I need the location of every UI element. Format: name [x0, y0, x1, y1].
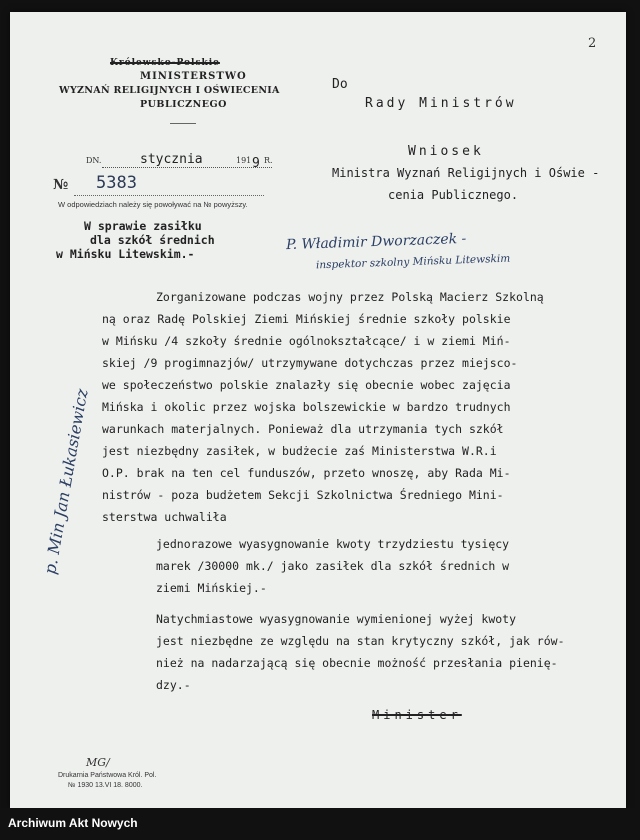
body-line: Mińska i okolic przez wojska bolszewickie w bardzo trudnych	[102, 400, 511, 414]
body-line: Natychmiastowe wyasygnowanie wymienionej wyżej kwoty	[156, 612, 517, 626]
subject-line-1: W sprawie zasiłku	[84, 219, 202, 233]
body-line: ziemi Mińskiej.-	[156, 581, 267, 595]
subject-line-2: dla szkół średnich	[90, 233, 215, 247]
archive-footer	[0, 808, 640, 840]
letterhead-rule	[170, 123, 196, 124]
body-line: O.P. brak na ten cel funduszów, przeto wnoszę, aby Rada Mi-	[102, 466, 511, 480]
body-line: jest niezbędne ze względu na stan krytyczny szkół, jak rów-	[156, 634, 565, 648]
body-line: ną oraz Radę Polskiej Ziemi Mińskiej średnie szkoły polskie	[102, 312, 511, 326]
date-dn-label: DN.	[86, 156, 102, 165]
letterhead-public: PUBLICZNEGO	[140, 99, 227, 110]
subject-line-3: w Mińsku Litewskim.-	[56, 247, 195, 261]
number-value: 5383	[96, 173, 137, 193]
body-line: dzy.-	[156, 678, 191, 692]
reference-note: W odpowiedziach należy się powoływać na № powyższy.	[58, 200, 248, 209]
body-line: nież na nadarzającą się obecnie możność przesłania pienię-	[156, 656, 558, 670]
body-line: w Mińsku /4 szkoły średnie ogólnokształcące/ i w ziemi Miń-	[102, 334, 511, 348]
title-line-1: Ministra Wyznań Religijnych i Oświe -	[332, 166, 600, 180]
letterhead-ministry: MINISTERSTWO	[140, 71, 247, 82]
body-line: jest niezbędny zasiłek, w budżecie zaś Ministerstwa W.R.i	[102, 444, 497, 458]
letterhead-kingdom: Królewsko-Polskie	[110, 58, 220, 68]
date-month: stycznia	[140, 152, 203, 167]
addressee-council: Rady Ministrów	[365, 96, 517, 111]
body-line: jednorazowe wyasygnowanie kwoty trzydziestu tysięcy	[156, 537, 510, 551]
imprint-line-1: Drukarnia Państwowa Król. Pol.	[58, 772, 157, 779]
signature-minister: Minister	[372, 708, 462, 722]
body-line: nistrów - poza budżetem Sekcji Szkolnictwa Średniego Mini-	[102, 488, 504, 502]
handwritten-role: inspektor szkolny Mińsku Litewskim	[315, 252, 511, 272]
body-line: Zorganizowane podczas wojny przez Polską Macierz Szkolną	[156, 290, 544, 304]
body-line: sterstwa uchwaliła	[102, 510, 227, 524]
title-line-2: cenia Publicznego.	[388, 188, 519, 202]
letterhead-department: WYZNAŃ RELIGIJNYCH I OŚWIECENIA	[59, 85, 280, 96]
body-line: skiej /9 progimnazjów/ utrzymywane dotychczas przez miejsco-	[102, 356, 518, 370]
date-year-prefix: 191	[236, 156, 252, 165]
title-wniosek: Wniosek	[408, 144, 484, 159]
page-number: 2	[588, 36, 597, 51]
imprint-mark: MG/	[86, 756, 110, 769]
handwritten-name: P. Władimir Dworzaczek -	[285, 230, 467, 254]
date-year-suffix: 9	[252, 156, 260, 171]
body-line: we społeczeństwo polskie znalazły się obecnie wobec zajęcia	[102, 378, 511, 392]
number-line	[74, 194, 264, 196]
body-line: marek /30000 mk./ jako zasiłek dla szkół średnich w	[156, 559, 510, 573]
archive-name: Archiwum Akt Nowych	[8, 816, 138, 830]
handwritten-margin-note: p. Min Jan Łukasiewicz	[40, 387, 92, 576]
imprint-line-2: № 1930 13.VI 18. 8000.	[68, 782, 143, 789]
number-label: №	[53, 177, 69, 193]
document-page	[10, 12, 626, 808]
body-line: warunkach materjalnych. Ponieważ dla utrzymania tych szkół	[102, 422, 504, 436]
addressee-do: Do	[332, 77, 348, 92]
date-r: R.	[264, 156, 273, 165]
